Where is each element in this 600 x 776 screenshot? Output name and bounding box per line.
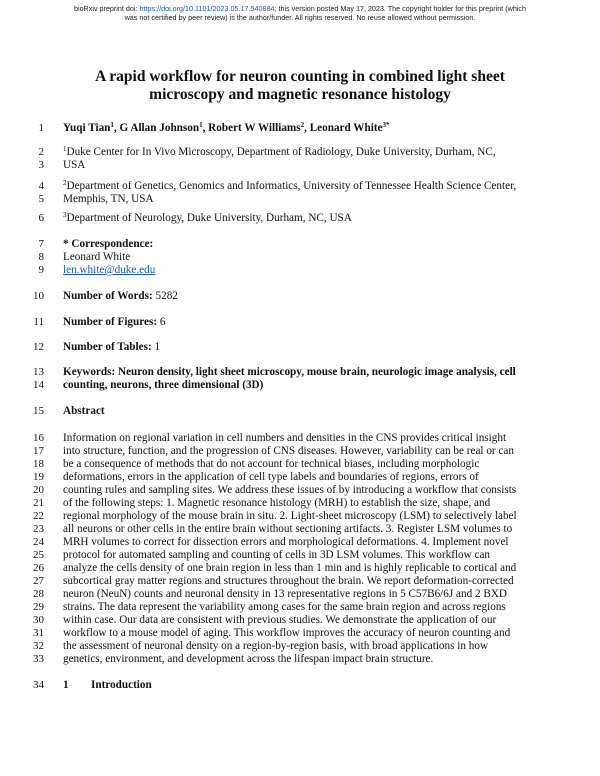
line-number: 11 [33,316,44,328]
line-number: 31 [33,627,44,639]
figure-count: Number of Figures: 6 [63,316,166,328]
email-link[interactable]: len.white@duke.edu [63,264,156,276]
author: G Allan Johnson [119,122,200,134]
line-number: 28 [33,588,44,600]
line-number: 23 [33,523,44,535]
abstract-line: into structure, function, and the progression of CNS diseases. However, variability can be real or can [63,445,514,457]
line-number: 13 [33,366,44,378]
line-number: 30 [33,614,44,626]
table-count: Number of Tables: 1 [63,341,161,353]
line-number: 25 [33,549,44,561]
abstract-line: be a consequence of methods that do not account for technical biases, including morphologic [63,458,480,470]
keywords-line-1: Keywords: Neuron density, light sheet microscopy, mouse brain, neurologic image analysis, cell [63,366,516,378]
author: Robert W Williams [208,122,301,134]
author: Yuqi Tian [63,122,111,134]
line-number: 29 [33,601,44,613]
abstract-line: of the following steps: 1. Magnetic resonance histology (MRH) to establish the size, shape, and [63,497,491,509]
line-number: 16 [33,432,44,444]
word-count: Number of Words: 5282 [63,290,178,302]
line-number: 12 [33,341,44,353]
line-number: 32 [33,640,44,652]
abstract-line: analyze the cells density of one brain region in less than 1 min and is highly replicable to cortical and [63,562,517,574]
preprint-header [0,5,600,22]
abstract-heading: Abstract [63,405,105,417]
affiliation-1-cont: USA [63,159,86,171]
keywords-line-2: counting, neurons, three dimensional (3D) [63,379,264,391]
line-number: 3 [38,159,44,171]
abstract-line: neuron (NeuN) counts and neuronal density in 13 representative regions in 5 C57B6/6J and 2 BXD [63,588,507,600]
header-line-2: was not certified by peer review) is the author/funder. All rights reserved. No reuse allowed without permission. [124,12,476,22]
line-number: 19 [33,471,44,483]
abstract-line: MRH volumes to correct for dissection errors and morphological deformations. 4. Implement novel [63,536,509,548]
line-number: 18 [33,458,44,470]
abstract-line: regional morphology of the mouse brain in situ. 2. Light-sheet microscopy (LSM) to selectively label [63,510,517,522]
affiliation-1: $^1$Duke Center for In Vivo Microscopy, Department of Radiology, Duke University, Durham, NC, [63,145,496,158]
section-title: Introduction [91,679,152,691]
abstract-line: Information on regional variation in cell numbers and densities in the CNS provides critical insight [63,432,507,444]
line-number: 10 [33,290,44,302]
affiliation-3: $^3$Department of Neurology, Duke University, Durham, NC, USA [63,211,352,224]
line-number: 9 [38,264,44,276]
abstract-line: genetics, environment, and development across the lifespan impact brain structure. [63,653,434,665]
abstract-line: counting rules and sampling sites. We address these issues of by introducing a workflow that consists [63,484,517,496]
line-number: 5 [38,193,44,205]
line-number: 15 [33,405,44,417]
section-number: 1 [63,679,69,691]
line-number: 22 [33,510,44,522]
line-number: 14 [33,379,44,391]
paper-title: A rapid workflow for neuron counting in combined light sheet microscopy and magnetic resonance histology [95,68,505,103]
author: Leonard White [309,122,383,134]
line-number: 24 [33,536,44,548]
line-number: 26 [33,562,44,574]
abstract-line: strains. The data represent the variability among cases for the same brain region and across regions [63,601,506,613]
abstract-line: within case. Our data are consistent with previous studies. We demonstrate the application of our [63,614,497,626]
correspondence-email [63,264,553,277]
abstract-line: deformations, errors in the application of cell type labels and boundaries of regions, errors of [63,471,479,483]
line-number: 21 [33,497,44,509]
line-number: 6 [38,212,44,224]
doi-link[interactable]: https://doi.org/10.1101/2023.05.17.540884 [139,4,275,13]
abstract-line: all neurons or other cells in the entire brain without sectioning artifacts. 3. Register LSM volumes to [63,523,513,535]
line-number: 17 [33,445,44,457]
abstract-line: the assessment of neuronal density on a region-by-region basis, with broad applications in how [63,640,489,652]
line-number: 8 [38,251,44,263]
correspondence-label: * Correspondence: [63,238,154,250]
author-list: Yuqi Tian$^1$, G Allan Johnson$^1$, Robert W Williams$^2$, Leonard White$^{3*}$ [63,121,390,134]
line-number: 34 [33,679,44,691]
affiliation-2: $^2$Department of Genetics, Genomics and Informatics, University of Tennessee Health Science Center, [63,179,517,192]
line-number: 7 [38,238,44,250]
line-number: 1 [38,122,44,134]
affiliation-2-cont: Memphis, TN, USA [63,193,154,205]
correspondence-name: Leonard White [63,251,131,263]
line-number: 20 [33,484,44,496]
abstract-line: workflow to a mouse model of aging. This workflow improves the accuracy of neuron counting and [63,627,511,639]
line-number: 4 [38,180,44,192]
line-number: 2 [38,146,44,158]
header-line-1: bioRxiv preprint doi: https://doi.org/10.1101/2023.05.17.540884; this version posted May 17, 2023. The copyright holder for this preprint (which [73,4,527,13]
abstract-line: protocol for automated sampling and counting of cells in 3D LSM volumes. This workflow can [63,549,491,561]
line-number: 33 [33,653,44,665]
abstract-line: subcortical gray matter regions and structures throughout the brain. We report deformation-corrected [63,575,514,587]
line-number: 27 [33,575,44,587]
